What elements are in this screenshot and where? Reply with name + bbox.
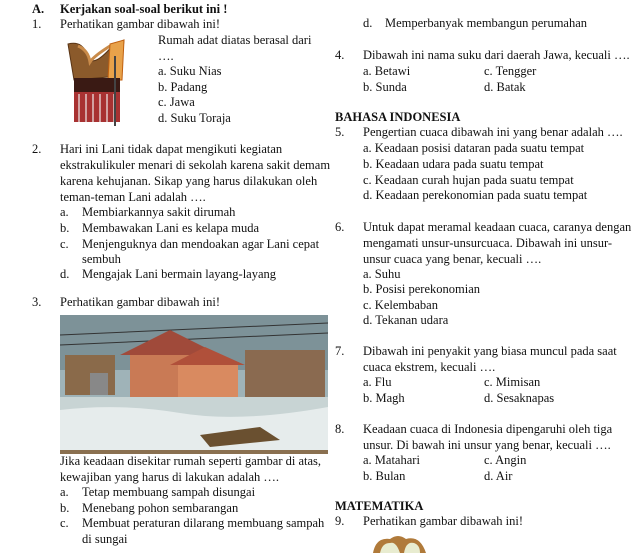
option-d: d. Keadaan perekonomian pada suatu tempat xyxy=(363,188,588,202)
question-line: mengamati unsur-unsurcuaca. Dibawah ini unsur- xyxy=(363,236,613,250)
option-letter: b. xyxy=(60,501,70,515)
option-c: Menjenguknya dan mendoakan agar Lani cepat xyxy=(82,237,320,251)
option-a: a. Betawi xyxy=(363,64,411,78)
option-b: Membawakan Lani es kelapa muda xyxy=(82,221,260,235)
option-c: Membuat peraturan dilarang membuang sampah xyxy=(82,516,325,530)
question-number: 7. xyxy=(335,344,345,358)
option-b: b. Posisi perekonomian xyxy=(363,282,481,296)
option-letter: a. xyxy=(60,205,69,219)
question-line: Jika keadaan disekitar rumah seperti gambar di atas, xyxy=(60,454,322,468)
option-d: d. Air xyxy=(484,469,513,483)
question-line: teman-teman Lani adalah …. xyxy=(60,190,206,204)
option-c: c. Jawa xyxy=(158,95,195,109)
option-a: a. Suku Nias xyxy=(158,64,222,78)
question-number: 4. xyxy=(335,48,345,62)
option-letter: c. xyxy=(60,516,69,530)
section-heading-matematika: MATEMATIKA xyxy=(335,499,424,513)
question-line: cuaca ekstrem, kecuali …. xyxy=(363,360,496,374)
question-line: kewajiban yang harus di lakukan adalah …. xyxy=(60,470,280,484)
option-c: c. Angin xyxy=(484,453,527,467)
option-b: b. Sunda xyxy=(363,80,407,94)
option-b: Menebang pohon sembarangan xyxy=(82,501,239,515)
option-c: c. Keadaan curah hujan pada suatu tempat xyxy=(363,173,574,187)
option-b: b. Magh xyxy=(363,391,405,405)
question-number: 6. xyxy=(335,220,345,234)
toraja-house-image xyxy=(64,36,138,128)
question-line: unsur. Di bawah ini unsur yang benar, kecuali …. xyxy=(363,438,611,452)
option-a: a. Suhu xyxy=(363,267,401,281)
option-b: b. Padang xyxy=(158,80,208,94)
question-line: Keadaan cuaca di Indonesia dipengaruhi oleh tiga xyxy=(363,422,613,436)
prompt-line: Rumah adat diatas berasal dari xyxy=(158,33,312,47)
question-line: unsur cuaca yang benar, kecuali …. xyxy=(363,252,542,266)
question-number: 5. xyxy=(335,125,345,139)
question-line: ekstrakulikuler menari di sekolah karena sakit demam xyxy=(60,158,331,172)
section-title: Kerjakan soal-soal berikut ini ! xyxy=(60,2,228,16)
option-a: Membiarkannya sakit dirumah xyxy=(82,205,236,219)
option-b: b. Keadaan udara pada suatu tempat xyxy=(363,157,544,171)
question-number: 2. xyxy=(32,142,42,156)
option-c: c. Mimisan xyxy=(484,375,541,389)
option-d: Memperbanyak membangun perumahan xyxy=(385,16,588,30)
option-c: c. Kelembaban xyxy=(363,298,438,312)
question-line: Untuk dapat meramal keadaan cuaca, caranya dengan xyxy=(363,220,632,234)
option-a: a. Flu xyxy=(363,375,392,389)
option-letter: a. xyxy=(60,485,69,499)
fraction-figure-image xyxy=(368,533,438,553)
option-a: a. Keadaan posisi dataran pada suatu tempat xyxy=(363,141,585,155)
question-line: karena kehujanan. Sikap yang harus dilakukan oleh xyxy=(60,174,318,188)
option-d: Mengajak Lani bermain layang-layang xyxy=(82,267,277,281)
option-d: d. Sesaknapas xyxy=(484,391,555,405)
option-d: d. Batak xyxy=(484,80,526,94)
question-line: Dibawah ini penyakit yang biasa muncul pada saat xyxy=(363,344,617,358)
question-text: Dibawah ini nama suku dari daerah Jawa, kecuali …. xyxy=(363,48,630,62)
option-letter: d. xyxy=(60,267,70,281)
question-number: 3. xyxy=(32,295,42,309)
flood-image xyxy=(60,315,328,454)
question-text: Pengertian cuaca dibawah ini yang benar adalah …. xyxy=(363,125,623,139)
option-letter: d. xyxy=(363,16,373,30)
question-number: 9. xyxy=(335,514,345,528)
option-d: d. Tekanan udara xyxy=(363,313,449,327)
question-text: Perhatikan gambar dibawah ini! xyxy=(60,17,221,31)
option-c: c. Tengger xyxy=(484,64,537,78)
section-number: A. xyxy=(32,2,45,16)
question-number: 1. xyxy=(32,17,42,31)
option-b: b. Bulan xyxy=(363,469,406,483)
question-line: Hari ini Lani tidak dapat mengikuti kegiatan xyxy=(60,142,283,156)
question-text: Perhatikan gambar dibawah ini! xyxy=(363,514,524,528)
question-text: Perhatikan gambar dibawah ini! xyxy=(60,295,221,309)
option-a: Tetap membuang sampah disungai xyxy=(82,485,256,499)
option-d: d. Suku Toraja xyxy=(158,111,231,125)
option-a: a. Matahari xyxy=(363,453,420,467)
section-heading-bahasa: BAHASA INDONESIA xyxy=(335,110,461,124)
option-letter: b. xyxy=(60,221,70,235)
question-number: 8. xyxy=(335,422,345,436)
option-c-cont: sembuh xyxy=(82,252,121,266)
option-letter: c. xyxy=(60,237,69,251)
option-c-cont: di sungai xyxy=(82,532,128,546)
prompt-line: …. xyxy=(158,49,174,63)
